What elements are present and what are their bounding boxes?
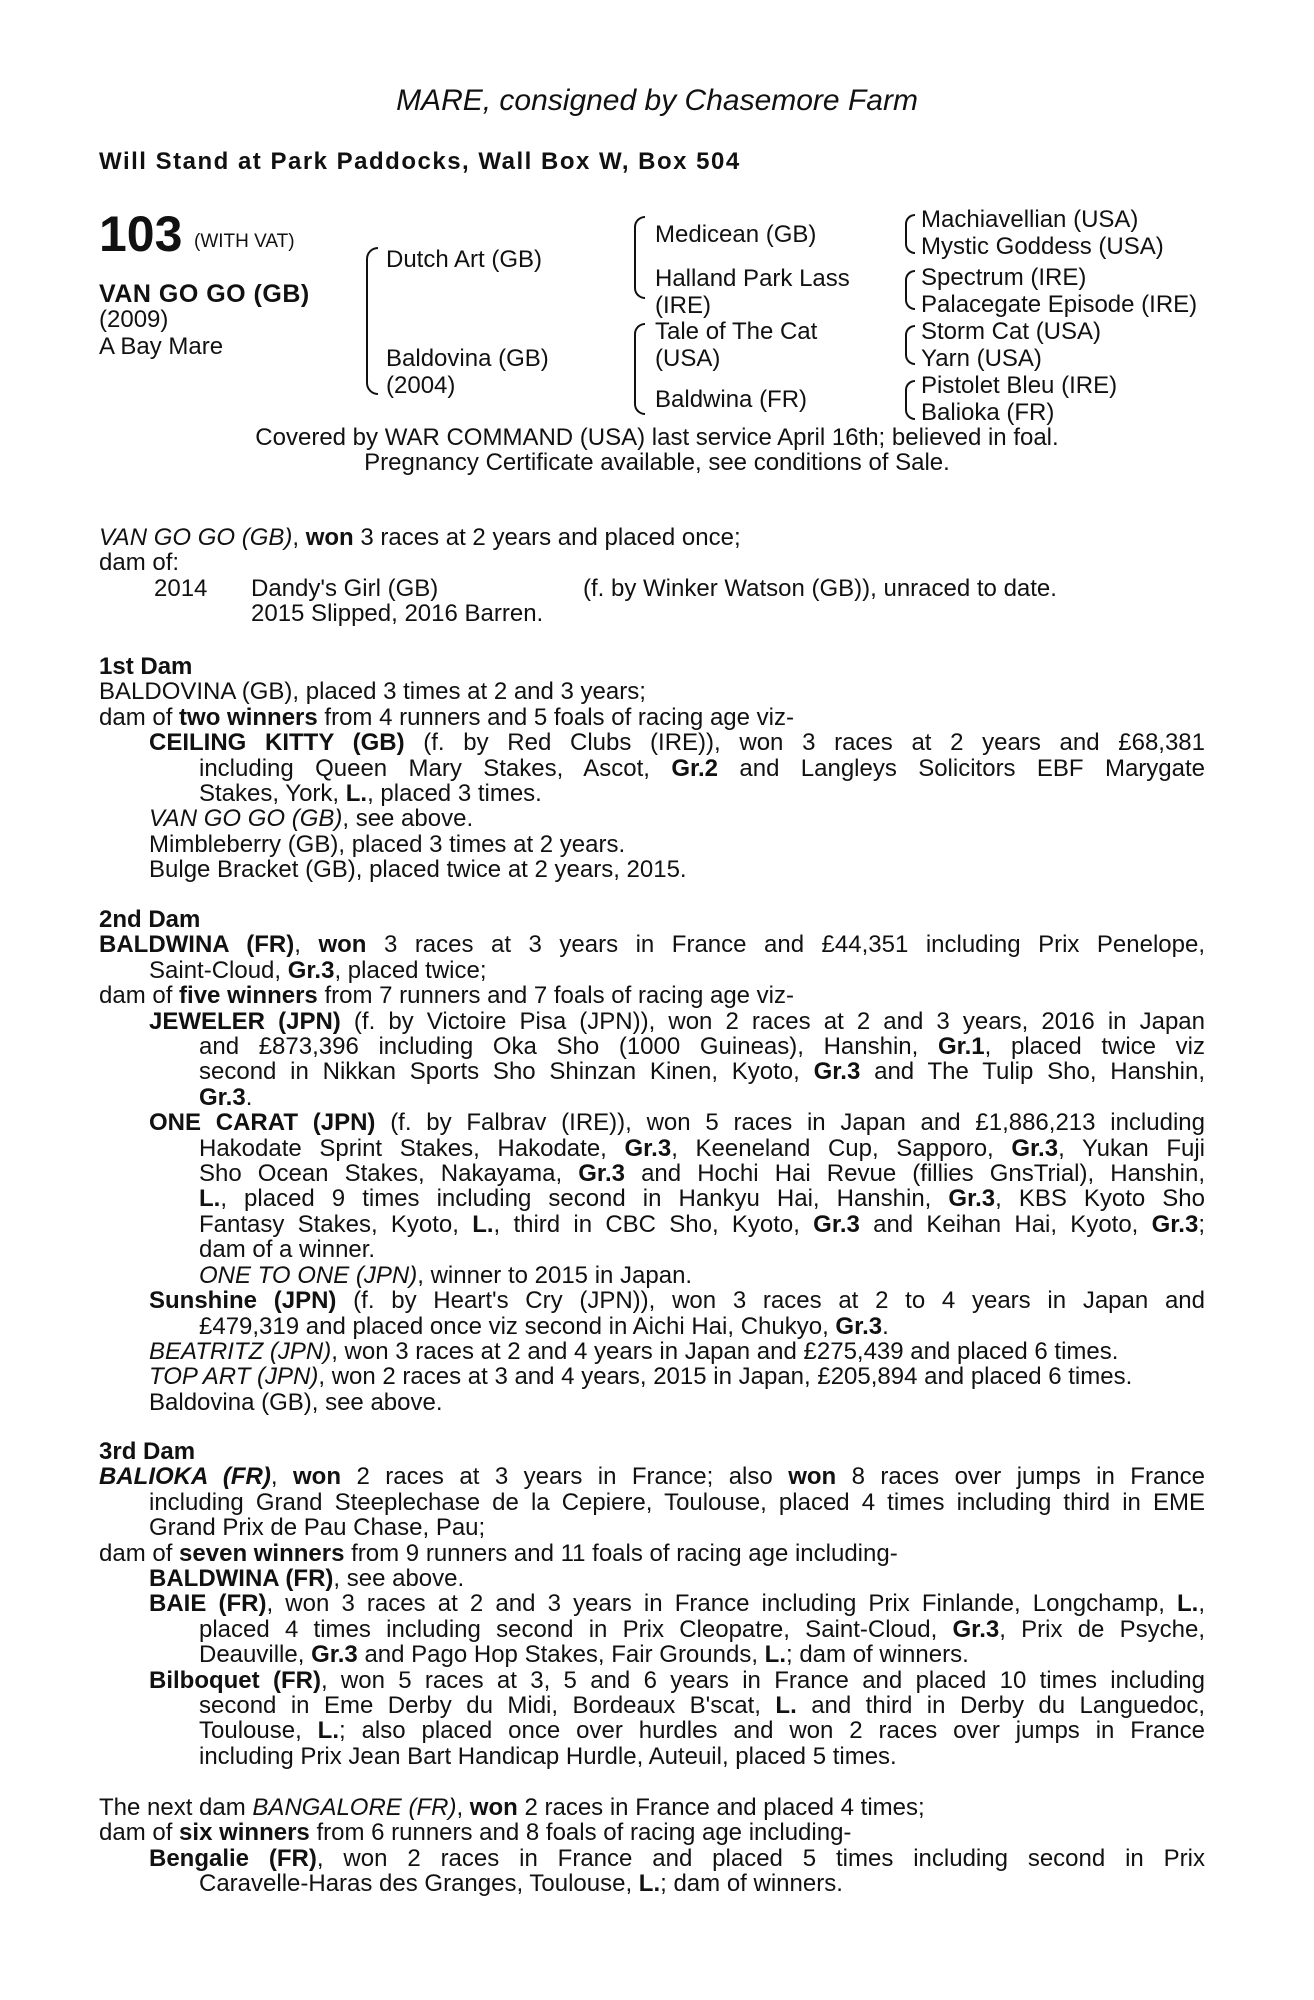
pedigree-sire-dam-country: (IRE) [655,292,711,319]
pedigree-sire: Dutch Art (GB) [386,246,543,273]
pedigree-brace [905,214,915,254]
pedigree-dam: Baldovina (GB) [386,345,549,372]
pedigree-sdd: Palacegate Episode (IRE) [921,291,1198,318]
pedigree-brace [905,270,915,310]
pedigree-sds: Spectrum (IRE) [921,264,1087,291]
pedigree-sss: Machiavellian (USA) [921,206,1139,233]
vat-label: (WITH VAT) [194,231,295,252]
pedigree-dam-year: (2004) [386,372,456,399]
pedigree-brace [634,216,645,299]
pedigree-dam-dam: Baldwina (FR) [655,386,808,413]
foal-year: 2014 [154,574,208,602]
offspring-name: BALDWINA (FR) [149,1565,334,1593]
pedigree-ssd: Mystic Goddess (USA) [921,233,1164,260]
pedigree-ddd: Balioka (FR) [921,399,1055,426]
pedigree-brace [366,247,378,395]
pedigree-dsd: Yarn (USA) [921,345,1042,372]
horse-year: (2009) [99,306,169,333]
foal-name: Dandy's Girl (GB) [251,574,439,602]
pedigree-brace [905,380,915,420]
first-dam-section: 1st Dam BALDOVINA (GB), placed 3 times at 2 and 3 years; dam of two winners from 4 runners and 5 foals of racing age viz- CEILING KITTY (GB) (f. by Red Clubs (IRE)), won 3 races at 2 years and £68,381 including Queen Mary Stakes, Ascot, Gr.2 and Langleys Solicitors EBF Marygate Stakes, York, L., placed 3 times. VAN GO GO (GB), see above. Mimbleberry (GB), placed 3 times at 2 years. Bulge Bracket (GB), placed twice at 2 years, 2015. [99,653,1206,884]
second-dam-section: 2nd Dam BALDWINA (FR), won 3 races at 3 years in France and £44,351 including Prix Penelope, Saint-Cloud, Gr.3, placed twice; dam of five winners from 7 runners and 7 foals of racing age viz- JEWELER (JPN) (f. by Victoire Pisa (JPN)), won 2 races at 2 and 3 years, 2016 in Japan and £873,396 including Oka Sho (1000 Guineas), Hanshin, Gr.1, placed twice viz second in Nikkan Sports Sho Shinzan Kinen, Kyoto, Gr.3 and The Tulip Sho, Hanshin, Gr.3. ONE CARAT (JPN) (f. by Falbrav (IRE)), won 5 races in Japan and £1,886,213 including Hakodate Sprint Stakes, Hakodate, Gr.3, Keeneland Cup, Sapporo, Gr.3, Yukan Fuji Sho Ocean Stakes, Nakayama, Gr.3 and Hochi Hai Revue (fillies GnsTrial), Hanshin, L., placed 9 times including second in Hankyu Hai, Hanshin, Gr.3, KBS Kyoto Sho Fantasy Stakes, Kyoto, L., third in CBC Sho, Kyoto, Gr.3 and Keihan Hai, Kyoto, Gr.3; dam of a winner. ONE TO ONE (JPN), winner to 2015 in Japan. Sunshine (JPN) (f. by Heart's Cry (JPN)), won 3 races at 2 to 4 years in Japan and £479,319 and placed once viz second in Aichi Hai, Chukyo, Gr.3. BEATRITZ (JPN), won 3 races at 2 and 4 years in Japan and £275,439 and placed 6 times. TOP ART (JPN), won 2 races at 3 and 4 years, 2015 in Japan, £205,894 and placed 6 times. Baldovina (GB), see above. [99,906,1206,1416]
offspring-name: ONE CARAT (JPN) [149,1109,376,1137]
third-dam-section: 3rd Dam BALIOKA (FR), won 2 races at 3 years in France; also won 8 races over jumps in France including Grand Steeplechase de la Cepiere, Toulouse, placed 4 times including third in EME Grand Prix de Pau Chase, Pau; dam of seven winners from 9 runners and 11 foals of racing age including- BALDWINA (FR), see above. BAIE (FR), won 3 races at 2 and 3 years in France including Prix Finlande, Longchamp, L., placed 4 times including second in Prix Cleopatre, Saint-Cloud, Gr.3, Prix de Psyche, Deauville, Gr.3 and Pago Hop Stakes, Fair Grounds, L.; dam of winners. Bilboquet (FR), won 5 races at 3, 5 and 6 years in France and placed 10 times including second in Eme Derby du Midi, Bordeaux B'scat, L. and third in Derby du Languedoc, Toulouse, L.; also placed once over hurdles and won 2 races over jumps in France including Prix Jean Bart Handicap Hurdle, Auteuil, placed 5 times. [99,1438,1206,1770]
pedigree-sire-dam: Halland Park Lass [655,265,850,292]
offspring-name: VAN GO GO (GB) [149,805,343,833]
offspring-name: BAIE (FR) [149,1590,267,1618]
covered-note: Covered by WAR COMMAND (USA) last service April 16th; believed in foal. [255,424,1059,451]
offspring-name: CEILING KITTY (GB) [149,729,405,757]
pedigree-dds: Pistolet Bleu (IRE) [921,372,1118,399]
foal-detail: (f. by Winker Watson (GB)), unraced to date. [583,574,1057,602]
foal-later: 2015 Slipped, 2016 Barren. [251,600,544,628]
stand-location: Will Stand at Park Paddocks, Wall Box W, Box 504 [99,148,741,175]
offspring-name: ONE TO ONE (JPN) [199,1261,418,1289]
pregnancy-note: Pregnancy Certificate available, see conditions of Sale. [364,449,950,476]
pedigree-dss: Storm Cat (USA) [921,318,1102,345]
pedigree-sire-sire: Medicean (GB) [655,221,817,248]
horse-description: A Bay Mare [99,333,224,360]
offspring-name: Bengalie (FR) [149,1844,317,1872]
pedigree-dam-sire-country: (USA) [655,345,721,372]
next-dam-section: The next dam BANGALORE (FR), won 2 races in France and placed 4 times; dam of six winners from 6 runners and 8 foals of racing age including- Bengalie (FR), won 2 races in France and placed 5 times including second in Prix Caravelle-Haras des Granges, Toulouse, L.; dam of winners. [99,1794,1205,1898]
pedigree-brace [634,323,645,415]
lot-number: 103 [99,206,183,262]
third-dam-heading: 3rd Dam [99,1438,196,1465]
offspring-name: BEATRITZ (JPN) [149,1337,332,1365]
intro-name: VAN GO GO (GB) [99,524,293,551]
pedigree-dam-sire: Tale of The Cat [655,318,818,345]
offspring-name: Bilboquet (FR) [149,1666,321,1694]
intro-section: VAN GO GO (GB), won 3 races at 2 years and placed once; dam of: 2014 Dandy's Girl (GB) (f. by Winker Watson (GB)), unraced to date. 2015 Slipped, 2016 Barren. [99,525,1205,627]
horse-name: VAN GO GO (GB) [99,280,310,308]
offspring-name: TOP ART (JPN) [149,1363,319,1391]
pedigree-brace [905,325,915,365]
offspring-name: Sunshine (JPN) [149,1287,337,1315]
first-dam-heading: 1st Dam [99,653,193,680]
offspring-name: JEWELER (JPN) [149,1007,341,1035]
page-title: MARE, consigned by Chasemore Farm [396,84,918,117]
second-dam-heading: 2nd Dam [99,906,201,933]
